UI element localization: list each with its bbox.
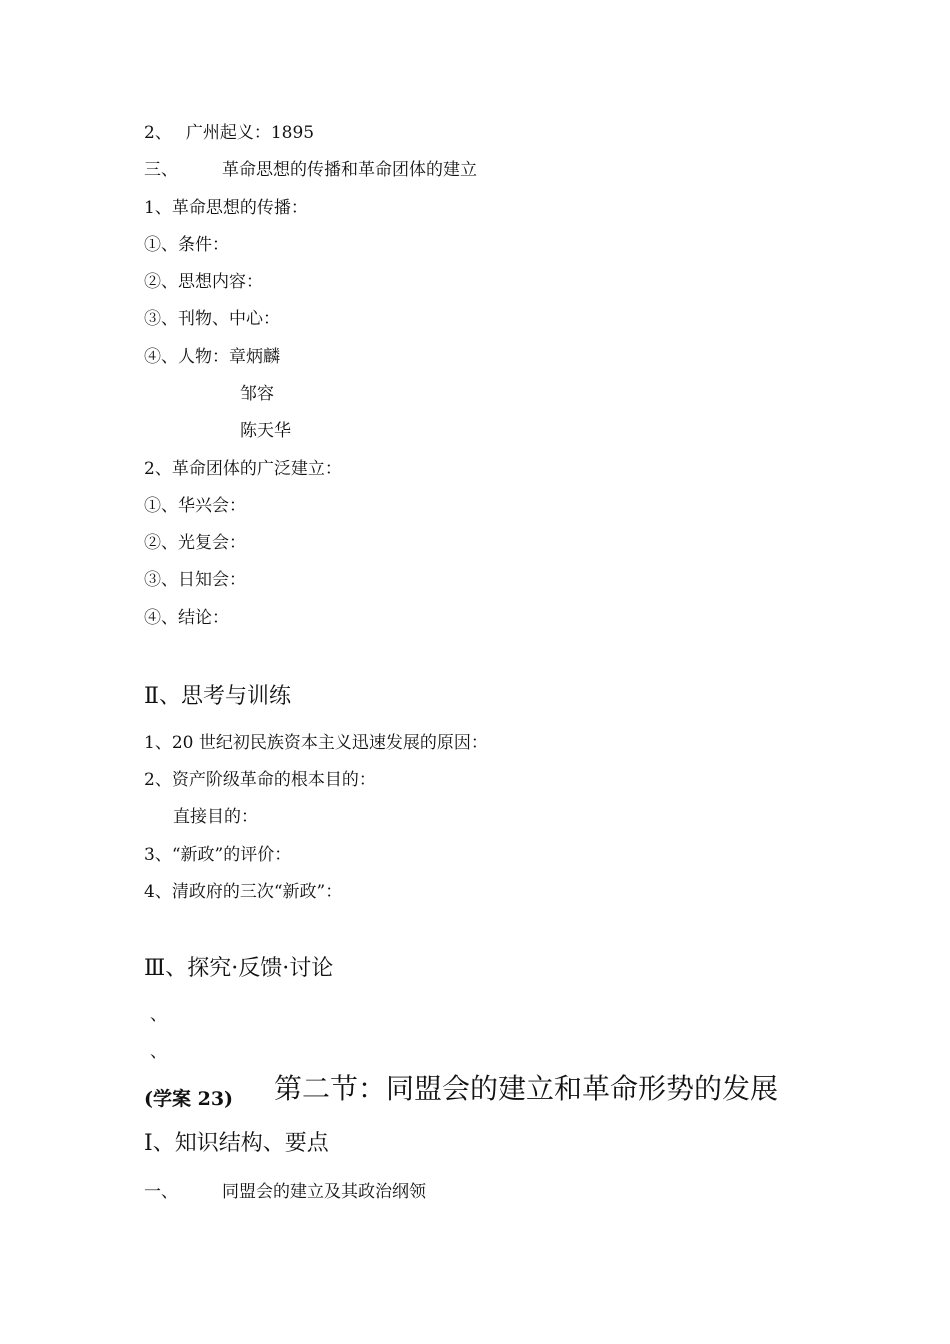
list-item: ③、日知会： [144,570,246,590]
lesson-tag: (学案 23) [144,1088,234,1110]
list-item: ④、结论： [144,608,229,628]
list-item: 1、革命思想的传播： [144,198,308,218]
question-item: 1、20 世纪初民族资本主义迅速发展的原因： [144,733,488,753]
list-text: 革命思想的传播和革命团体的建立 [222,160,477,180]
list-item: ①、华兴会： [144,496,246,516]
question-item: 4、清政府的三次“新政”： [144,882,343,902]
list-item: ③、刊物、中心： [144,309,280,329]
list-number: 三、 [144,160,178,180]
section-two-heading: Ⅱ、思考与训练 [144,684,291,709]
list-number: 2、 [144,123,172,143]
page-title: 第二节：同盟会的建立和革命形势的发展 [274,1072,779,1105]
list-item: 2、革命团体的广泛建立： [144,459,342,479]
blank-mark: 、 [150,1005,167,1025]
question-item: 3、“新政”的评价： [144,845,292,865]
question-subitem: 直接目的： [173,807,258,827]
list-item: ①、条件： [144,235,229,255]
list-text: 同盟会的建立及其政治纲领 [222,1182,426,1202]
list-text: 广州起义：1895 [185,123,315,143]
list-item: ②、思想内容： [144,272,263,292]
person-name: 邹容 [240,384,274,404]
line-guangzhou-uprising [144,122,314,144]
section-three-heading [144,159,477,181]
blank-mark: 、 [150,1042,167,1062]
list-item: ④、人物：章炳麟 [144,347,280,367]
outline-item [144,1181,426,1203]
list-number: 一、 [144,1182,178,1202]
section-three-title: Ⅲ、探究·反馈·讨论 [144,956,334,981]
list-item: ②、光复会： [144,533,246,553]
knowledge-heading: Ⅰ、知识结构、要点 [144,1131,329,1156]
question-item: 2、资产阶级革命的根本目的： [144,770,376,790]
person-name: 陈天华 [240,421,291,441]
